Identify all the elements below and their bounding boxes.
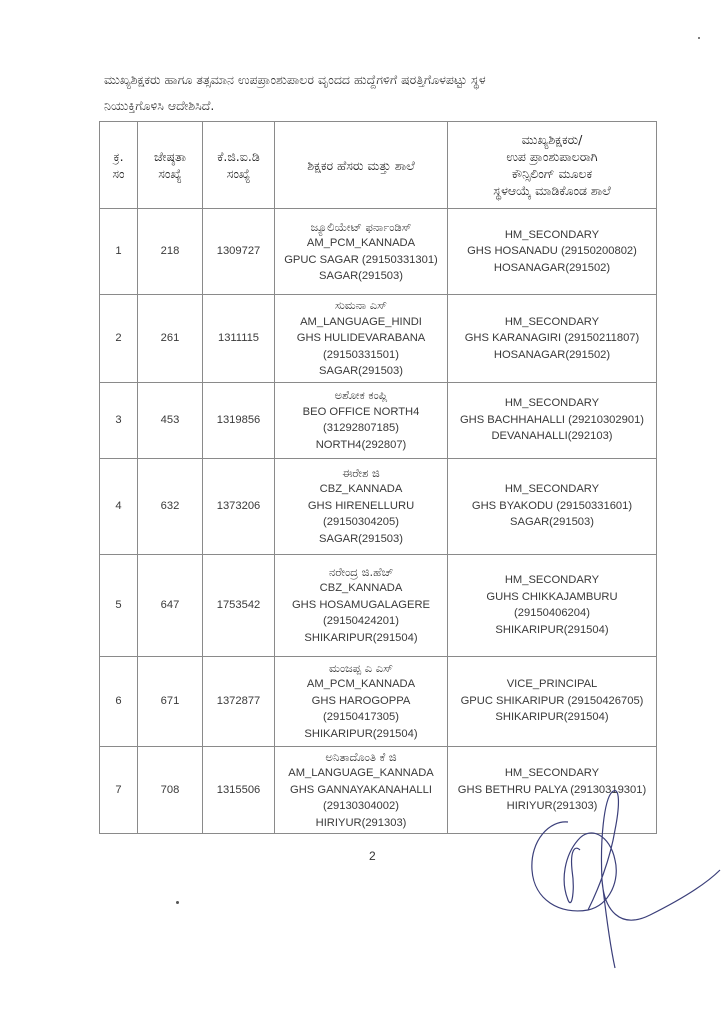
kgid-number-cell: 1373206 (203, 458, 275, 554)
selected-school-line: HOSANAGAR(291502) (493, 348, 611, 361)
selected-school-cell (448, 458, 657, 554)
seniority-number-cell: 671 (138, 656, 203, 746)
column-header (275, 122, 448, 209)
current-school-line: GHS HOSAMUGALAGERE (291, 598, 430, 611)
kgid-number-cell: 1315506 (203, 746, 275, 834)
serial-number-cell: 5 (100, 554, 138, 656)
selected-school-line: SHIKARIPUR(291504) (495, 711, 609, 724)
selected-school-cell (448, 656, 657, 746)
current-school-line: GHS HIRENELLURU (307, 499, 415, 512)
column-header-line: ಜೇಷ್ಠತಾ (153, 149, 187, 164)
selected-school-line: GHS BACHHAHALLI (29210302901) (459, 413, 645, 426)
column-header (448, 122, 657, 209)
selected-school-cell (448, 554, 657, 656)
selected-school-line: HM_SECONDARY (504, 483, 600, 496)
current-school-line: (29150304205) (323, 516, 399, 529)
teacher-name-school-cell (275, 554, 448, 656)
selected-school-line: GHS BYAKODU (29150331601) (471, 499, 633, 512)
column-header-line: ಸ್ಥಳಆಯ್ಕೆ ಮಾಡಿಕೊಂಡ ಶಾಲೆ (493, 183, 611, 198)
seniority-number-cell: 218 (138, 209, 203, 295)
table-row (100, 656, 657, 746)
selected-school-cell (448, 209, 657, 295)
table-row (100, 295, 657, 383)
serial-number-cell: 7 (100, 746, 138, 834)
seniority-number-cell: 632 (138, 458, 203, 554)
scan-speck (698, 37, 700, 39)
current-school-line: SAGAR(291503) (319, 532, 403, 545)
teacher-name: ಜ್ಯೂಲಿಯೇಟ್ ಫರ್ನಾಂಡಿಸ್ (310, 219, 412, 234)
current-school-line: AM_LANGUAGE_KANNADA (288, 767, 434, 779)
teacher-name-school-cell (275, 382, 448, 458)
selected-school-line: GPUC SHIKARIPUR (29150426705) (460, 694, 644, 707)
signature (520, 770, 724, 970)
teacher-name: ಸುಮನಾ ಎಸ್ (334, 298, 388, 312)
current-school-line: (29150417305) (323, 711, 399, 724)
current-school-line: HIRIYUR(291303) (315, 816, 407, 829)
column-header-line: ಕೌನ್ಸಿಲಿಂಗ್ ಮೂಲಕ (511, 166, 593, 181)
column-header-line: ಮುಖ್ಯಶಿಕ್ಷಕರು/ (521, 132, 583, 147)
teacher-name-school-cell (275, 295, 448, 383)
selected-school-line: HM_SECONDARY (504, 228, 600, 241)
kgid-number-cell: 1309727 (203, 209, 275, 295)
teacher-name: ಮಂಜಪ್ಪ ಎ ಎಸ್ (329, 660, 393, 675)
kgid-number-cell: 1319856 (203, 382, 275, 458)
intro-paragraph (104, 67, 664, 119)
current-school-line: CBZ_KANNADA (319, 483, 403, 496)
table-row (100, 382, 657, 458)
column-header-line: ಶಿಕ್ಷಕರ ಹೆಸರು ಮತ್ತು ಶಾಲೆ (307, 157, 415, 173)
selected-school-cell (448, 295, 657, 383)
selected-school-line: GHS KARANAGIRI (29150211807) (464, 332, 640, 344)
posting-table (99, 121, 657, 834)
current-school-line: AM_LANGUAGE_HINDI (300, 315, 422, 328)
intro-line-2: ನಿಯುಕ್ತಿಗೊಳಿಸಿ ಆದೇಶಿಸಿದೆ. (104, 98, 215, 113)
table-header-row (100, 122, 657, 209)
selected-school-line: SAGAR(291503) (510, 516, 594, 529)
page-number: 2 (369, 849, 376, 863)
table-row (100, 554, 657, 656)
current-school-line: CBZ_KANNADA (319, 582, 403, 595)
current-school-line: GHS GANNAYAKANAHALLI (290, 783, 432, 796)
seniority-number-cell: 453 (138, 382, 203, 458)
seniority-number-cell: 647 (138, 554, 203, 656)
selected-school-line: GHS HOSANADU (29150200802) (467, 245, 637, 258)
table-row (100, 458, 657, 554)
column-header-line: ಕೆ.ಜಿ.ಐ.ಡಿ (217, 149, 260, 164)
selected-school-line: GHS BETHRU PALYA (29130319301) (457, 783, 647, 796)
current-school-line: SHIKARIPUR(291504) (304, 631, 418, 644)
selected-school-line: HM_SECONDARY (504, 397, 600, 410)
kgid-number-cell: 1753542 (203, 554, 275, 656)
column-header (203, 122, 275, 209)
current-school-line: (29150424201) (323, 615, 399, 628)
current-school-line: AM_PCM_KANNADA (306, 237, 416, 249)
selected-school-line: HM_SECONDARY (504, 767, 600, 779)
scan-speck (176, 901, 179, 904)
column-header-line: ಸಂಖ್ಯೆ (226, 166, 251, 181)
column-header-line: ಸಂಖ್ಯೆ (158, 166, 182, 181)
teacher-name: ನರೇಂದ್ರ ಜಿ.ಹೆಚ್ (328, 564, 394, 579)
teacher-name: ಈರೇಶ ಜಿ (342, 465, 380, 480)
current-school-line: SAGAR(291503) (319, 365, 403, 377)
intro-line-1: ಮುಖ್ಯಶಿಕ್ಷಕರು ಹಾಗೂ ತತ್ಸಮಾನ ಉಪಪ್ರಾಂಶುಪಾಲರ ವೃಂದದ ಹುದ್ದೆಗಳಿಗೆ ಷರತ್ತಿಗೊಳಪಟ್ಟು ಸ್ಥಳ (104, 72, 486, 87)
current-school-line: SHIKARIPUR(291504) (304, 727, 418, 740)
selected-school-line: SHIKARIPUR(291504) (495, 623, 609, 636)
serial-number-cell: 4 (100, 458, 138, 554)
selected-school-line: HM_SECONDARY (504, 315, 600, 328)
seniority-number-cell: 708 (138, 746, 203, 834)
column-header-line: ಉಪ ಪ್ರಾಂಶುಪಾಲರಾಗಿ (506, 149, 598, 164)
column-header (138, 122, 203, 209)
selected-school-line: VICE_PRINCIPAL (506, 678, 598, 691)
signature-stroke (532, 791, 720, 968)
serial-number-cell: 2 (100, 295, 138, 383)
column-header-line: ಸಂ (112, 166, 125, 181)
teacher-name: ಅನಿತಾದೊಂತಿ ಕೆ ಜಿ (325, 749, 397, 764)
selected-school-cell (448, 382, 657, 458)
selected-school-line: GUHS CHIKKAJAMBURU (486, 590, 618, 603)
current-school-line: (31292807185) (323, 422, 399, 434)
serial-number-cell: 3 (100, 382, 138, 458)
current-school-line: NORTH4(292807) (315, 438, 407, 451)
current-school-line: GHS HULIDEVARABANA (296, 332, 426, 344)
current-school-line: GHS HAROGOPPA (311, 694, 411, 707)
serial-number-cell: 6 (100, 656, 138, 746)
kgid-number-cell: 1372877 (203, 656, 275, 746)
selected-school-line: HOSANAGAR(291502) (493, 261, 611, 274)
selected-school-line: HIRIYUR(291303) (506, 800, 598, 812)
selected-school-line: (29150406204) (514, 607, 590, 619)
teacher-name-school-cell (275, 656, 448, 746)
current-school-line: GPUC SAGAR (29150331301) (284, 253, 438, 266)
teacher-name: ಅಶೋಕ ಕಂಪ್ಲಿ (334, 388, 388, 402)
selected-school-line: HM_SECONDARY (504, 574, 600, 586)
table-row (100, 209, 657, 295)
seniority-number-cell: 261 (138, 295, 203, 383)
serial-number-cell: 1 (100, 209, 138, 295)
current-school-line: BEO OFFICE NORTH4 (302, 405, 420, 418)
current-school-line: SAGAR(291503) (319, 270, 403, 282)
teacher-name-school-cell (275, 458, 448, 554)
current-school-line: AM_PCM_KANNADA (306, 678, 416, 691)
column-header-line: ಕ್ರ. (113, 149, 124, 164)
current-school-line: (29130304002) (323, 800, 399, 812)
kgid-number-cell: 1311115 (203, 295, 275, 383)
column-header (100, 122, 138, 209)
current-school-line: (29150331501) (323, 348, 399, 361)
teacher-name-school-cell (275, 209, 448, 295)
selected-school-line: DEVANAHALLI(292103) (491, 430, 613, 443)
teacher-name-school-cell (275, 746, 448, 834)
